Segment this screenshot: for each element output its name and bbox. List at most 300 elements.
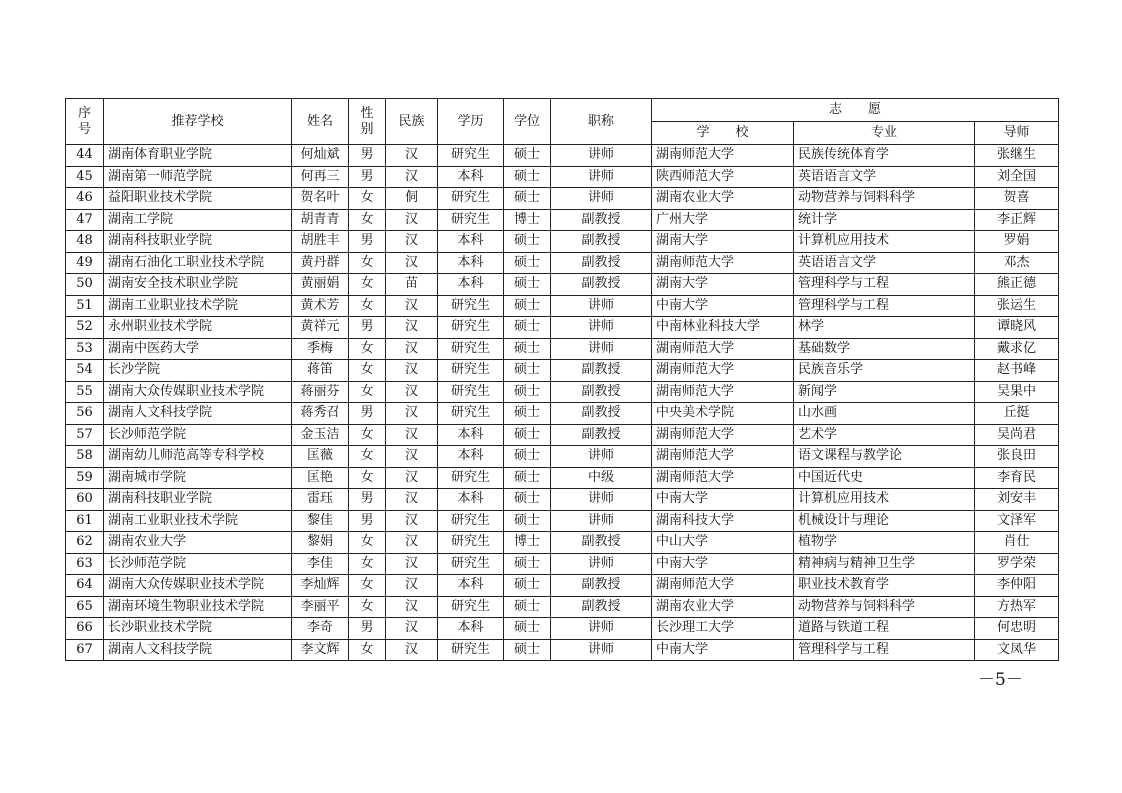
cell-ethnicity: 汉 <box>386 295 438 317</box>
cell-major: 道路与铁道工程 <box>794 618 975 640</box>
cell-seq: 46 <box>66 188 104 210</box>
cell-ethnicity: 汉 <box>386 639 438 661</box>
cell-school: 湖南石油化工职业技术学院 <box>104 252 292 274</box>
cell-degree: 硕士 <box>504 338 551 360</box>
cell-target-school: 中山大学 <box>652 532 794 554</box>
cell-degree: 硕士 <box>504 446 551 468</box>
cell-seq: 56 <box>66 403 104 425</box>
cell-title: 讲师 <box>551 188 652 210</box>
cell-major: 艺术学 <box>794 424 975 446</box>
cell-degree: 硕士 <box>504 145 551 167</box>
cell-seq: 47 <box>66 209 104 231</box>
cell-advisor: 熊正德 <box>975 274 1059 296</box>
cell-degree: 博士 <box>504 209 551 231</box>
cell-degree: 硕士 <box>504 166 551 188</box>
table-row <box>66 403 1059 425</box>
cell-school: 湖南人文科技学院 <box>104 403 292 425</box>
table-row <box>66 575 1059 597</box>
cell-advisor: 刘全国 <box>975 166 1059 188</box>
table-row <box>66 252 1059 274</box>
cell-school: 湖南人文科技学院 <box>104 639 292 661</box>
cell-target-school: 湖南师范大学 <box>652 252 794 274</box>
cell-gender: 男 <box>349 317 386 339</box>
cell-major: 植物学 <box>794 532 975 554</box>
cell-degree: 硕士 <box>504 575 551 597</box>
cell-advisor: 李育民 <box>975 467 1059 489</box>
cell-target-school: 湖南师范大学 <box>652 338 794 360</box>
cell-seq: 52 <box>66 317 104 339</box>
cell-title: 副教授 <box>551 532 652 554</box>
table-row <box>66 166 1059 188</box>
cell-target-school: 湖南大学 <box>652 231 794 253</box>
cell-gender: 男 <box>349 145 386 167</box>
cell-target-school: 湖南科技大学 <box>652 510 794 532</box>
cell-school: 湖南城市学院 <box>104 467 292 489</box>
cell-seq: 61 <box>66 510 104 532</box>
cell-advisor: 张继生 <box>975 145 1059 167</box>
table-row <box>66 360 1059 382</box>
table-row <box>66 596 1059 618</box>
cell-ethnicity: 汉 <box>386 252 438 274</box>
header-gender: 性别 <box>349 99 386 145</box>
cell-ethnicity: 汉 <box>386 618 438 640</box>
table-row <box>66 553 1059 575</box>
table-row <box>66 188 1059 210</box>
cell-target-school: 陕西师范大学 <box>652 166 794 188</box>
cell-seq: 67 <box>66 639 104 661</box>
cell-advisor: 罗娟 <box>975 231 1059 253</box>
cell-seq: 49 <box>66 252 104 274</box>
cell-education: 研究生 <box>438 145 504 167</box>
table-row <box>66 145 1059 167</box>
header-target-school: 学 校 <box>652 122 794 145</box>
cell-education: 本科 <box>438 252 504 274</box>
header-aspiration: 志 愿 <box>652 99 1059 122</box>
cell-major: 林学 <box>794 317 975 339</box>
cell-education: 研究生 <box>438 381 504 403</box>
cell-title: 副教授 <box>551 231 652 253</box>
cell-target-school: 长沙理工大学 <box>652 618 794 640</box>
cell-gender: 女 <box>349 639 386 661</box>
cell-title: 副教授 <box>551 575 652 597</box>
cell-seq: 55 <box>66 381 104 403</box>
cell-name: 李佳 <box>292 553 349 575</box>
cell-name: 李文辉 <box>292 639 349 661</box>
table-row <box>66 489 1059 511</box>
cell-seq: 48 <box>66 231 104 253</box>
cell-name: 黄祥元 <box>292 317 349 339</box>
cell-major: 计算机应用技术 <box>794 489 975 511</box>
cell-advisor: 吴果中 <box>975 381 1059 403</box>
cell-major: 英语语言文学 <box>794 252 975 274</box>
cell-advisor: 谭晓风 <box>975 317 1059 339</box>
cell-name: 黄术芳 <box>292 295 349 317</box>
cell-name: 胡青青 <box>292 209 349 231</box>
cell-education: 本科 <box>438 274 504 296</box>
header-advisor: 导师 <box>975 122 1059 145</box>
cell-title: 讲师 <box>551 639 652 661</box>
cell-advisor: 赵书峰 <box>975 360 1059 382</box>
cell-major: 计算机应用技术 <box>794 231 975 253</box>
cell-title: 副教授 <box>551 209 652 231</box>
cell-name: 李奇 <box>292 618 349 640</box>
cell-major: 职业技术教育学 <box>794 575 975 597</box>
cell-education: 研究生 <box>438 403 504 425</box>
table-row <box>66 467 1059 489</box>
table-row <box>66 274 1059 296</box>
cell-advisor: 何忠明 <box>975 618 1059 640</box>
cell-target-school: 湖南师范大学 <box>652 424 794 446</box>
cell-advisor: 肖仕 <box>975 532 1059 554</box>
cell-ethnicity: 汉 <box>386 532 438 554</box>
cell-advisor: 李正辉 <box>975 209 1059 231</box>
cell-name: 匡薇 <box>292 446 349 468</box>
cell-degree: 硕士 <box>504 467 551 489</box>
cell-seq: 51 <box>66 295 104 317</box>
cell-target-school: 中南大学 <box>652 553 794 575</box>
cell-ethnicity: 汉 <box>386 145 438 167</box>
cell-seq: 45 <box>66 166 104 188</box>
cell-gender: 女 <box>349 532 386 554</box>
cell-name: 季梅 <box>292 338 349 360</box>
cell-school: 湖南环境生物职业技术学院 <box>104 596 292 618</box>
cell-education: 本科 <box>438 166 504 188</box>
cell-degree: 硕士 <box>504 252 551 274</box>
cell-target-school: 湖南师范大学 <box>652 381 794 403</box>
cell-school: 湖南工业职业技术学院 <box>104 295 292 317</box>
cell-advisor: 张良田 <box>975 446 1059 468</box>
cell-advisor: 戴求亿 <box>975 338 1059 360</box>
cell-target-school: 湖南师范大学 <box>652 446 794 468</box>
cell-major: 中国近代史 <box>794 467 975 489</box>
cell-degree: 硕士 <box>504 295 551 317</box>
cell-title: 副教授 <box>551 381 652 403</box>
cell-education: 研究生 <box>438 317 504 339</box>
cell-seq: 57 <box>66 424 104 446</box>
cell-school: 永州职业技术学院 <box>104 317 292 339</box>
cell-degree: 博士 <box>504 532 551 554</box>
cell-school: 湖南幼儿师范高等专科学校 <box>104 446 292 468</box>
cell-degree: 硕士 <box>504 618 551 640</box>
cell-gender: 男 <box>349 510 386 532</box>
cell-name: 黄丹群 <box>292 252 349 274</box>
table-row <box>66 295 1059 317</box>
cell-name: 何再三 <box>292 166 349 188</box>
cell-education: 研究生 <box>438 360 504 382</box>
cell-education: 本科 <box>438 575 504 597</box>
cell-name: 蒋笛 <box>292 360 349 382</box>
cell-target-school: 中南大学 <box>652 639 794 661</box>
cell-major: 语文课程与教学论 <box>794 446 975 468</box>
cell-education: 研究生 <box>438 338 504 360</box>
cell-seq: 58 <box>66 446 104 468</box>
cell-target-school: 中央美术学院 <box>652 403 794 425</box>
cell-major: 机械设计与理论 <box>794 510 975 532</box>
cell-gender: 女 <box>349 446 386 468</box>
cell-ethnicity: 汉 <box>386 338 438 360</box>
cell-title: 副教授 <box>551 274 652 296</box>
cell-advisor: 张运生 <box>975 295 1059 317</box>
cell-gender: 女 <box>349 360 386 382</box>
cell-education: 本科 <box>438 231 504 253</box>
table-row <box>66 209 1059 231</box>
cell-education: 研究生 <box>438 467 504 489</box>
cell-degree: 硕士 <box>504 553 551 575</box>
cell-name: 蒋秀召 <box>292 403 349 425</box>
cell-ethnicity: 汉 <box>386 446 438 468</box>
cell-degree: 硕士 <box>504 510 551 532</box>
cell-title: 讲师 <box>551 338 652 360</box>
cell-ethnicity: 汉 <box>386 166 438 188</box>
cell-school: 长沙师范学院 <box>104 424 292 446</box>
cell-ethnicity: 侗 <box>386 188 438 210</box>
header-education: 学历 <box>438 99 504 145</box>
cell-title: 副教授 <box>551 403 652 425</box>
cell-title: 副教授 <box>551 424 652 446</box>
cell-degree: 硕士 <box>504 274 551 296</box>
table-row <box>66 381 1059 403</box>
cell-ethnicity: 苗 <box>386 274 438 296</box>
cell-education: 研究生 <box>438 532 504 554</box>
cell-education: 研究生 <box>438 639 504 661</box>
cell-degree: 硕士 <box>504 424 551 446</box>
cell-major: 管理科学与工程 <box>794 274 975 296</box>
cell-school: 湖南中医药大学 <box>104 338 292 360</box>
cell-degree: 硕士 <box>504 489 551 511</box>
table-body <box>66 145 1059 661</box>
cell-major: 动物营养与饲料科学 <box>794 596 975 618</box>
cell-target-school: 湖南师范大学 <box>652 467 794 489</box>
cell-advisor: 李仲阳 <box>975 575 1059 597</box>
cell-title: 讲师 <box>551 166 652 188</box>
cell-school: 湖南大众传媒职业技术学院 <box>104 575 292 597</box>
cell-major: 新闻学 <box>794 381 975 403</box>
cell-name: 黎佳 <box>292 510 349 532</box>
cell-name: 匡艳 <box>292 467 349 489</box>
cell-major: 英语语言文学 <box>794 166 975 188</box>
cell-seq: 65 <box>66 596 104 618</box>
cell-degree: 硕士 <box>504 188 551 210</box>
cell-title: 副教授 <box>551 596 652 618</box>
cell-degree: 硕士 <box>504 403 551 425</box>
cell-degree: 硕士 <box>504 360 551 382</box>
header-name: 姓名 <box>292 99 349 145</box>
cell-school: 湖南第一师范学院 <box>104 166 292 188</box>
header-title: 职称 <box>551 99 652 145</box>
cell-ethnicity: 汉 <box>386 467 438 489</box>
cell-education: 研究生 <box>438 295 504 317</box>
header-major: 专业 <box>794 122 975 145</box>
table-row <box>66 618 1059 640</box>
cell-title: 讲师 <box>551 295 652 317</box>
cell-education: 研究生 <box>438 596 504 618</box>
cell-name: 胡胜丰 <box>292 231 349 253</box>
cell-gender: 男 <box>349 489 386 511</box>
cell-education: 本科 <box>438 618 504 640</box>
cell-school: 湖南工业职业技术学院 <box>104 510 292 532</box>
cell-advisor: 刘安丰 <box>975 489 1059 511</box>
cell-school: 湖南农业大学 <box>104 532 292 554</box>
cell-target-school: 湖南师范大学 <box>652 575 794 597</box>
cell-education: 本科 <box>438 489 504 511</box>
cell-seq: 60 <box>66 489 104 511</box>
table-row <box>66 510 1059 532</box>
table-row <box>66 424 1059 446</box>
cell-name: 黎娟 <box>292 532 349 554</box>
cell-seq: 59 <box>66 467 104 489</box>
cell-target-school: 湖南师范大学 <box>652 145 794 167</box>
cell-major: 动物营养与饲料科学 <box>794 188 975 210</box>
cell-school: 湖南科技职业学院 <box>104 489 292 511</box>
cell-seq: 54 <box>66 360 104 382</box>
cell-target-school: 中南大学 <box>652 489 794 511</box>
cell-gender: 女 <box>349 338 386 360</box>
cell-seq: 64 <box>66 575 104 597</box>
cell-gender: 男 <box>349 166 386 188</box>
cell-school: 湖南安全技术职业学院 <box>104 274 292 296</box>
cell-target-school: 中南林业科技大学 <box>652 317 794 339</box>
cell-target-school: 广州大学 <box>652 209 794 231</box>
cell-ethnicity: 汉 <box>386 231 438 253</box>
cell-title: 讲师 <box>551 446 652 468</box>
cell-gender: 男 <box>349 618 386 640</box>
cell-school: 长沙学院 <box>104 360 292 382</box>
cell-education: 本科 <box>438 446 504 468</box>
cell-major: 基础数学 <box>794 338 975 360</box>
cell-school: 长沙职业技术学院 <box>104 618 292 640</box>
candidate-table <box>65 98 1059 661</box>
header-school: 推荐学校 <box>104 99 292 145</box>
cell-ethnicity: 汉 <box>386 360 438 382</box>
cell-degree: 硕士 <box>504 231 551 253</box>
cell-gender: 女 <box>349 209 386 231</box>
cell-name: 金玉洁 <box>292 424 349 446</box>
cell-school: 湖南工学院 <box>104 209 292 231</box>
cell-school: 长沙师范学院 <box>104 553 292 575</box>
cell-gender: 女 <box>349 188 386 210</box>
cell-title: 讲师 <box>551 553 652 575</box>
cell-major: 山水画 <box>794 403 975 425</box>
cell-gender: 女 <box>349 553 386 575</box>
cell-major: 管理科学与工程 <box>794 295 975 317</box>
cell-seq: 66 <box>66 618 104 640</box>
cell-school: 湖南体育职业学院 <box>104 145 292 167</box>
cell-target-school: 湖南农业大学 <box>652 188 794 210</box>
cell-ethnicity: 汉 <box>386 209 438 231</box>
cell-gender: 女 <box>349 424 386 446</box>
cell-advisor: 文泽军 <box>975 510 1059 532</box>
cell-title: 讲师 <box>551 489 652 511</box>
cell-gender: 女 <box>349 295 386 317</box>
cell-gender: 男 <box>349 403 386 425</box>
cell-education: 研究生 <box>438 553 504 575</box>
cell-target-school: 湖南大学 <box>652 274 794 296</box>
table-row <box>66 446 1059 468</box>
header-ethnicity: 民族 <box>386 99 438 145</box>
cell-school: 湖南大众传媒职业技术学院 <box>104 381 292 403</box>
table-row <box>66 317 1059 339</box>
cell-degree: 硕士 <box>504 639 551 661</box>
cell-title: 讲师 <box>551 510 652 532</box>
cell-advisor: 丘挺 <box>975 403 1059 425</box>
cell-name: 李灿辉 <box>292 575 349 597</box>
cell-title: 副教授 <box>551 252 652 274</box>
cell-education: 研究生 <box>438 510 504 532</box>
page-number: －5－ <box>978 670 1023 690</box>
cell-gender: 女 <box>349 575 386 597</box>
cell-education: 研究生 <box>438 188 504 210</box>
cell-advisor: 吴尚君 <box>975 424 1059 446</box>
cell-advisor: 邓杰 <box>975 252 1059 274</box>
cell-degree: 硕士 <box>504 381 551 403</box>
cell-seq: 50 <box>66 274 104 296</box>
cell-name: 蒋丽芬 <box>292 381 349 403</box>
cell-ethnicity: 汉 <box>386 553 438 575</box>
cell-ethnicity: 汉 <box>386 424 438 446</box>
cell-gender: 男 <box>349 231 386 253</box>
cell-ethnicity: 汉 <box>386 510 438 532</box>
cell-degree: 硕士 <box>504 317 551 339</box>
cell-major: 精神病与精神卫生学 <box>794 553 975 575</box>
cell-name: 李丽平 <box>292 596 349 618</box>
cell-seq: 53 <box>66 338 104 360</box>
table-row <box>66 639 1059 661</box>
cell-advisor: 罗学荣 <box>975 553 1059 575</box>
cell-ethnicity: 汉 <box>386 489 438 511</box>
table-row <box>66 338 1059 360</box>
cell-target-school: 湖南师范大学 <box>652 360 794 382</box>
cell-major: 民族音乐学 <box>794 360 975 382</box>
cell-advisor: 文凤华 <box>975 639 1059 661</box>
header-seq: 序号 <box>66 99 104 145</box>
cell-ethnicity: 汉 <box>386 381 438 403</box>
cell-major: 管理科学与工程 <box>794 639 975 661</box>
cell-name: 雷珏 <box>292 489 349 511</box>
cell-major: 统计学 <box>794 209 975 231</box>
table-header <box>66 99 1059 145</box>
cell-gender: 女 <box>349 596 386 618</box>
cell-seq: 63 <box>66 553 104 575</box>
cell-target-school: 湖南农业大学 <box>652 596 794 618</box>
cell-ethnicity: 汉 <box>386 575 438 597</box>
cell-advisor: 方热军 <box>975 596 1059 618</box>
cell-name: 何灿斌 <box>292 145 349 167</box>
cell-title: 讲师 <box>551 618 652 640</box>
cell-title: 讲师 <box>551 145 652 167</box>
header-degree: 学位 <box>504 99 551 145</box>
cell-seq: 44 <box>66 145 104 167</box>
cell-ethnicity: 汉 <box>386 403 438 425</box>
cell-gender: 女 <box>349 467 386 489</box>
cell-school: 益阳职业技术学院 <box>104 188 292 210</box>
cell-education: 本科 <box>438 424 504 446</box>
cell-name: 贺名叶 <box>292 188 349 210</box>
cell-gender: 女 <box>349 381 386 403</box>
cell-seq: 62 <box>66 532 104 554</box>
cell-advisor: 贺喜 <box>975 188 1059 210</box>
cell-gender: 女 <box>349 274 386 296</box>
cell-title: 副教授 <box>551 360 652 382</box>
cell-ethnicity: 汉 <box>386 317 438 339</box>
cell-target-school: 中南大学 <box>652 295 794 317</box>
cell-school: 湖南科技职业学院 <box>104 231 292 253</box>
cell-title: 中级 <box>551 467 652 489</box>
cell-ethnicity: 汉 <box>386 596 438 618</box>
cell-title: 讲师 <box>551 317 652 339</box>
cell-gender: 女 <box>349 252 386 274</box>
cell-major: 民族传统体育学 <box>794 145 975 167</box>
cell-name: 黄丽娟 <box>292 274 349 296</box>
